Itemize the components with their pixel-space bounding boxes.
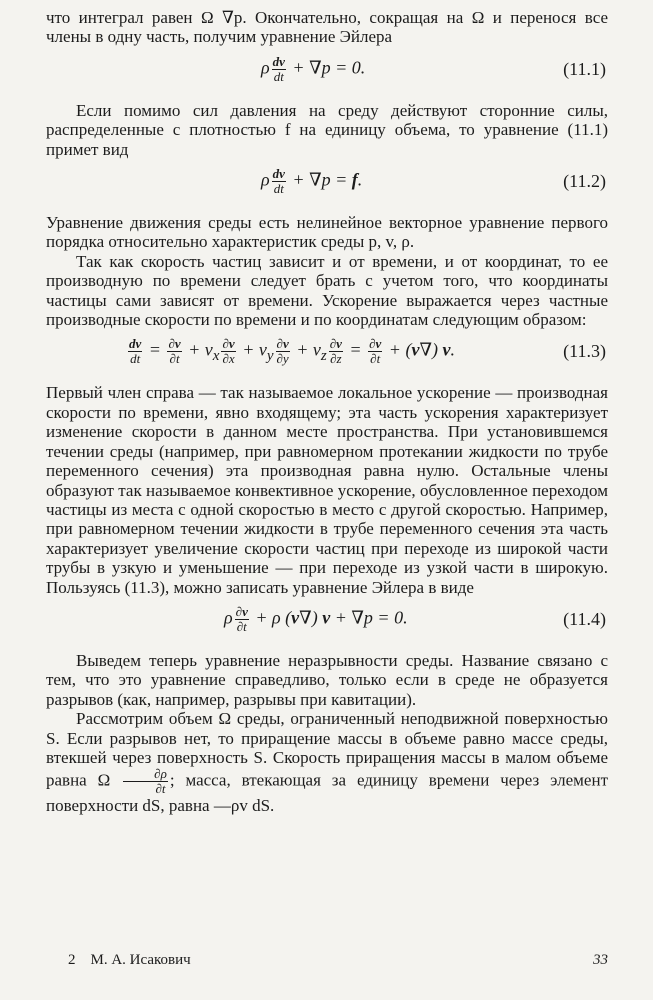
- inline-fraction: $\frac{\partial\rho}{\partial t}$: [123, 767, 168, 796]
- paragraph-2: Если помимо сил давления на среду действуют сторонние силы, распределенные с плотностью f на единицу объема, то уравнение (11.1) примет вид: [46, 100, 608, 159]
- formula-euler-force: ρ $\frac{dv}{dt}$ + ∇p = f.: [261, 166, 363, 197]
- equation-11-3: [46, 329, 608, 375]
- formula-acceleration: $\frac{dv}{dt}$ = $\frac{\partial v}{\partial t}$ + $v_x$ $\frac{\partial v}{\partial x}$ + $v_y$ $\frac{\partial v}{\partial y}$ + $v_z$ $\frac{\partial v}{\partial z}$ = $\frac{\partial v}{\partial t}$ + (v∇) v.: [129, 336, 455, 367]
- footer-signature: 2 М. А. Исакович: [68, 952, 191, 968]
- equation-11-4: [46, 597, 608, 643]
- equation-number: (11.1): [563, 58, 606, 79]
- paragraph-5: Первый член справа — так называемое локальное ускорение — производная скорости по времени, явно входящему; эта часть ускорения характеризует изменение скорости в данном месте пространства. При установившемся течении среды (например, при равномерном протекании жидкости по трубе переменного сечения) эта производная равна нулю. Остальные члены образуют так называемое конвективное ускорение, обусловленное переходом частицы из места с одной скоростью в место с другой скоростью. Например, при равномерном течении жидкости в трубе переменного сечения эта часть характеризует увеличение скорости частиц при переходе из широкой части трубы в узкую и уменьшение — при переходе из узкой части в широкую. Пользуясь (11.3), можно записать уравнение Эйлера в виде: [46, 383, 608, 597]
- paragraph-7-end: ; масса, втекающая за единицу времени через элемент поверхности dS, равна —ρv dS.: [46, 770, 609, 816]
- page-number: 33: [593, 952, 608, 968]
- equation-number: (11.3): [563, 341, 606, 362]
- paragraph-3: Уравнение движения среды есть нелинейное векторное уравнение первого порядка относительно характеристик среды p, v, ρ.: [46, 213, 608, 252]
- paragraph-4: Так как скорость частиц зависит и от времени, и от координат, то ее производную по времени следует брать с учетом того, что координаты частицы сами зависят от времени. Ускорение выражается через частные производные скорости по времени и по координатам следующим образом:: [46, 251, 608, 330]
- equation-number: (11.4): [563, 608, 606, 629]
- formula-euler-convective: ρ $\frac{\partial v}{\partial t}$ + ρ (v∇) v + ∇p = 0.: [224, 603, 408, 634]
- paragraph-6: Выведем теперь уравнение неразрывности среды. Название связано с тем, что это уравнение справедливо, только если в среде не образуется разрывов (как, например, разрывы при кавитации).: [46, 650, 608, 709]
- page-content: [46, 8, 608, 816]
- equation-11-1: [46, 47, 608, 93]
- formula-euler: ρ $\frac{dv}{dt}$ + ∇p = 0.: [261, 53, 366, 84]
- paragraph-7: [46, 709, 608, 816]
- paragraph-1: что интеграл равен Ω ∇p. Окончательно, сокращая на Ω и перенося все члены в одну часть, получим уравнение Эйлера: [46, 8, 608, 47]
- equation-11-2: [46, 159, 608, 205]
- paragraph-7-start: Рассмотрим объем Ω среды, ограниченный неподвижной поверхностью S. Если разрывов нет, то приращение массы в объеме равно массе среды, втекшей через поверхность S. Скорость приращения массы в малом объеме равна Ω: [46, 709, 608, 790]
- equation-number: (11.2): [563, 171, 606, 192]
